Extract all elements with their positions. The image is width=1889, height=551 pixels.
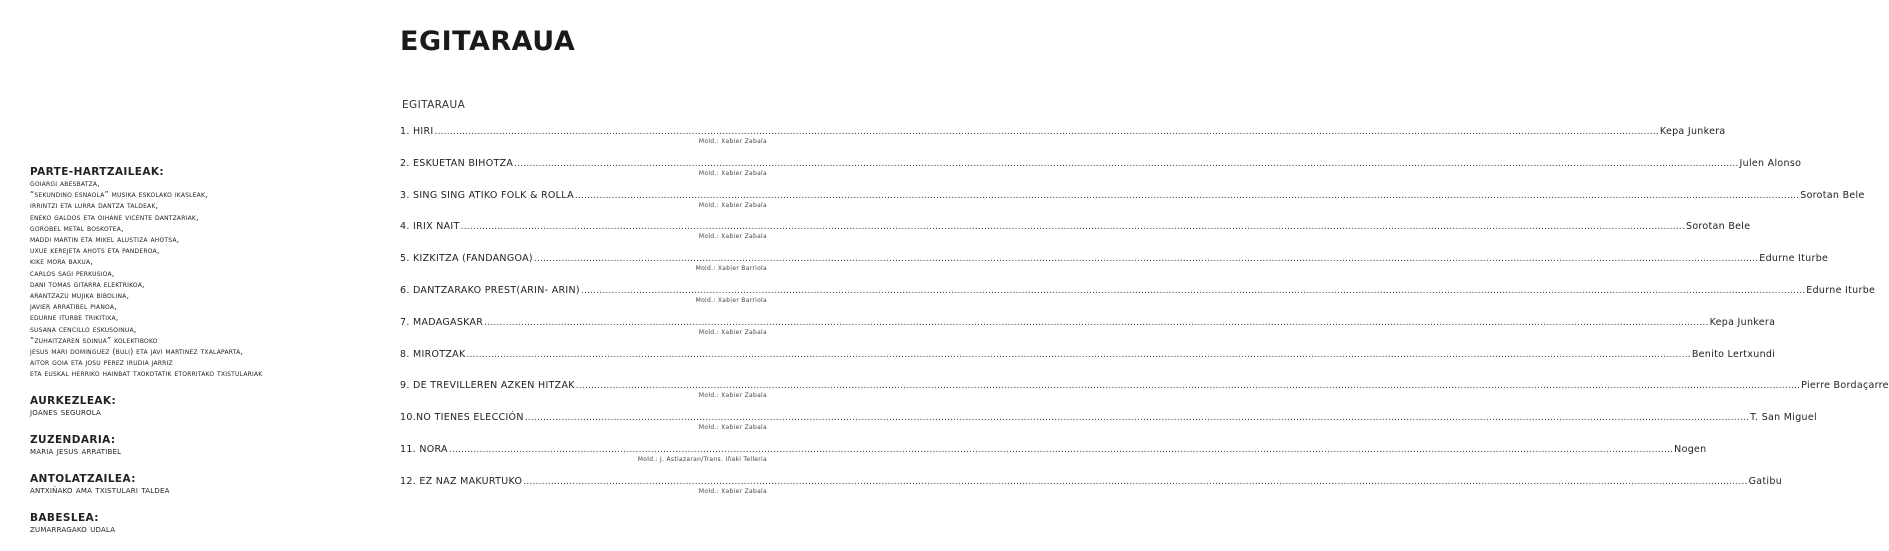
track-title: 6. DANTZARAKO PREST(ARIN- ARIN) xyxy=(400,284,580,296)
program-item xyxy=(400,284,1876,316)
credits-line: joanes segurola xyxy=(30,406,101,418)
track-artist: Julen Alonso xyxy=(1739,157,1802,169)
dot-leader: ................................................................................................................................................................................................................................................................................................................................................................................................................ xyxy=(434,127,1659,137)
program-item-line xyxy=(400,252,1829,265)
track-arranger: Mold.: Xabier Zabala xyxy=(698,233,767,241)
dot-leader: ................................................................................................................................................................................................................................................................................................................................................................................................................ xyxy=(466,349,1691,360)
track-artist: Sorotan Bele xyxy=(1800,189,1865,201)
credits-block xyxy=(30,166,390,551)
credits-line: “zuhaitzaren soinua” kolektiboko xyxy=(30,335,158,345)
program-item xyxy=(400,379,1889,411)
track-artist: Benito Lertxundi xyxy=(1691,348,1776,360)
credits-section xyxy=(30,434,390,458)
dot-leader: ................................................................................................................................................................................................................................................................................................................................................................................................................ xyxy=(523,476,1748,487)
dot-leader: ................................................................................................................................................................................................................................................................................................................................................................................................................ xyxy=(448,444,1674,455)
track-arranger: Mold.: Xabier Zabala xyxy=(698,328,767,336)
track-title: 8. MIROTZAK xyxy=(400,348,466,360)
credits-line: aitor goia eta josu perez irudia jarriz xyxy=(30,358,173,368)
credits-line: irrintzi eta lurra dantza taldeak, xyxy=(30,201,159,211)
page-title: EGITARAUA xyxy=(400,26,576,57)
credits-line: “sekundino esnaola” musika eskolako ikasleak, xyxy=(30,190,208,200)
track-title: 7. MADAGASKAR xyxy=(400,316,484,328)
right-page xyxy=(400,0,1889,545)
program-item xyxy=(400,443,1707,475)
program-item-line xyxy=(400,220,1751,233)
track-artist: Kepa Junkera xyxy=(1659,126,1726,137)
credits-line: maddi martin eta mikel alustiza ahotsa, xyxy=(30,235,180,245)
track-artist: Pierre Bordaçarre xyxy=(1801,380,1889,392)
track-title: 5. KIZKITZA (FANDANGOA) xyxy=(400,253,533,265)
program-subtitle: EGITARAUA xyxy=(402,99,466,111)
credits-line: dani tomas gitarra elektrikoa, xyxy=(30,279,145,289)
credits-section xyxy=(30,166,390,380)
credits-line: kike mora baxua, xyxy=(30,257,94,267)
dot-leader: ................................................................................................................................................................................................................................................................................................................................................................................................................ xyxy=(575,381,1801,392)
credits-section-title: AURKEZLEAK: xyxy=(30,394,117,407)
credits-line: zumarragako udala xyxy=(30,523,116,535)
track-arranger: Mold.: Xabier Zabala xyxy=(698,201,767,209)
credits-line: javier arratibel pianoa, xyxy=(30,302,117,312)
credits-section-title: PARTE-HARTZAILEAK: xyxy=(30,166,165,178)
track-arranger: Mold.: Xabier Zabala xyxy=(698,169,767,177)
track-artist: Sorotan Bele xyxy=(1685,221,1751,233)
track-title: 9. DE TREVILLEREN AZKEN HITZAK xyxy=(400,380,575,392)
credits-line: susana cencillo eskusoinua, xyxy=(30,324,137,334)
program-item xyxy=(400,316,1776,348)
track-arranger: Mold.: Xabier Barriola xyxy=(695,296,767,304)
track-arranger: Mold.: Xabier Zabala xyxy=(698,138,767,145)
track-artist: T. San Miguel xyxy=(1750,412,1817,424)
track-title: 4. IRIX NAIT xyxy=(400,221,460,233)
credits-section xyxy=(30,473,390,497)
credits-section-title: BABESLEA: xyxy=(30,511,99,524)
credits-line: goiargi abesbatza, xyxy=(30,179,100,188)
dot-leader: ................................................................................................................................................................................................................................................................................................................................................................................................................ xyxy=(484,317,1709,328)
dot-leader: ................................................................................................................................................................................................................................................................................................................................................................................................................ xyxy=(514,158,1739,169)
track-artist: Edurne Iturbe xyxy=(1806,284,1876,296)
left-page xyxy=(0,0,400,545)
dot-leader: ................................................................................................................................................................................................................................................................................................................................................................................................................ xyxy=(460,222,1685,233)
track-arranger: Mold.: J. Astiazaran/Trans. Iñaki Telleria xyxy=(637,455,767,463)
dot-leader: ................................................................................................................................................................................................................................................................................................................................................................................................................ xyxy=(524,413,1750,424)
credits-line: antxiñako ama txistulari taldea xyxy=(30,484,170,496)
track-arranger: Mold.: Xabier Zabala xyxy=(698,487,767,495)
program-item xyxy=(400,252,1829,284)
track-arranger: Mold.: Xabier Zabala xyxy=(698,392,767,400)
dot-leader: ................................................................................................................................................................................................................................................................................................................................................................................................................ xyxy=(574,190,1800,201)
credits-line: eta euskal herriko hainbat txokotatik etorritako txistulariak xyxy=(30,369,263,379)
track-title: 10.NO TIENES ELECCIÓN xyxy=(400,412,524,424)
credits-section xyxy=(30,512,390,536)
credits-section-title: ANTOLATZAILEA: xyxy=(30,472,136,485)
track-artist: Edurne Iturbe xyxy=(1759,253,1829,265)
track-title: 12. EZ NAZ MAKURTUKO xyxy=(400,475,523,487)
program-item-line xyxy=(400,189,1865,202)
track-arranger: Mold.: Xabier Barriola xyxy=(695,265,767,273)
program-item-line xyxy=(400,316,1776,329)
program-item-line xyxy=(400,379,1889,392)
program-item xyxy=(400,157,1802,189)
program-item-line xyxy=(400,284,1876,297)
credits-section-title: ZUZENDARIA: xyxy=(30,433,116,446)
program-item xyxy=(400,189,1865,221)
program-list xyxy=(400,125,1889,507)
program-item-line xyxy=(400,157,1802,170)
credits-line: uxue kerejeta ahots eta panderoa, xyxy=(30,246,160,256)
dot-leader: ................................................................................................................................................................................................................................................................................................................................................................................................................ xyxy=(533,254,1759,265)
program-item-line xyxy=(400,443,1707,456)
program-item xyxy=(400,125,1726,157)
track-title: 2. ESKUETAN BIHOTZA xyxy=(400,157,514,169)
program-item-line xyxy=(400,125,1726,138)
track-title: 1. HIRI xyxy=(400,126,434,137)
track-arranger: Mold.: Xabier Zabala xyxy=(698,424,767,432)
credits-line: arantzazu mujika bibolina, xyxy=(30,291,130,301)
program-item xyxy=(400,220,1751,252)
program-item xyxy=(400,411,1817,443)
credits-line: edurne iturbe trikitixa, xyxy=(30,313,119,323)
track-artist: Nogen xyxy=(1674,443,1707,455)
credits-line: carlos sagi perkusioa, xyxy=(30,268,115,278)
credits-section xyxy=(30,395,390,419)
dot-leader: ................................................................................................................................................................................................................................................................................................................................................................................................................ xyxy=(580,285,1806,296)
program-item-line xyxy=(400,348,1776,361)
track-artist: Kepa Junkera xyxy=(1709,316,1776,328)
track-artist: Gatibu xyxy=(1748,475,1783,487)
credits-line: gorobel metal boskotea, xyxy=(30,223,124,233)
program-item xyxy=(400,348,1776,380)
program-item-line xyxy=(400,475,1783,488)
credits-line: jesus mari dominguez (buli) eta javi martinez txalaparta, xyxy=(30,347,244,357)
program-item-line xyxy=(400,411,1817,424)
track-title: 3. SING SING ATIKO FOLK & ROLLA xyxy=(400,189,574,201)
credits-line: maria jesus arratibel xyxy=(30,445,122,457)
program-item xyxy=(400,475,1783,507)
track-title: 11. NORA xyxy=(400,443,448,455)
credits-line: eneko galdos eta oihane vicente dantzariak, xyxy=(30,212,199,222)
